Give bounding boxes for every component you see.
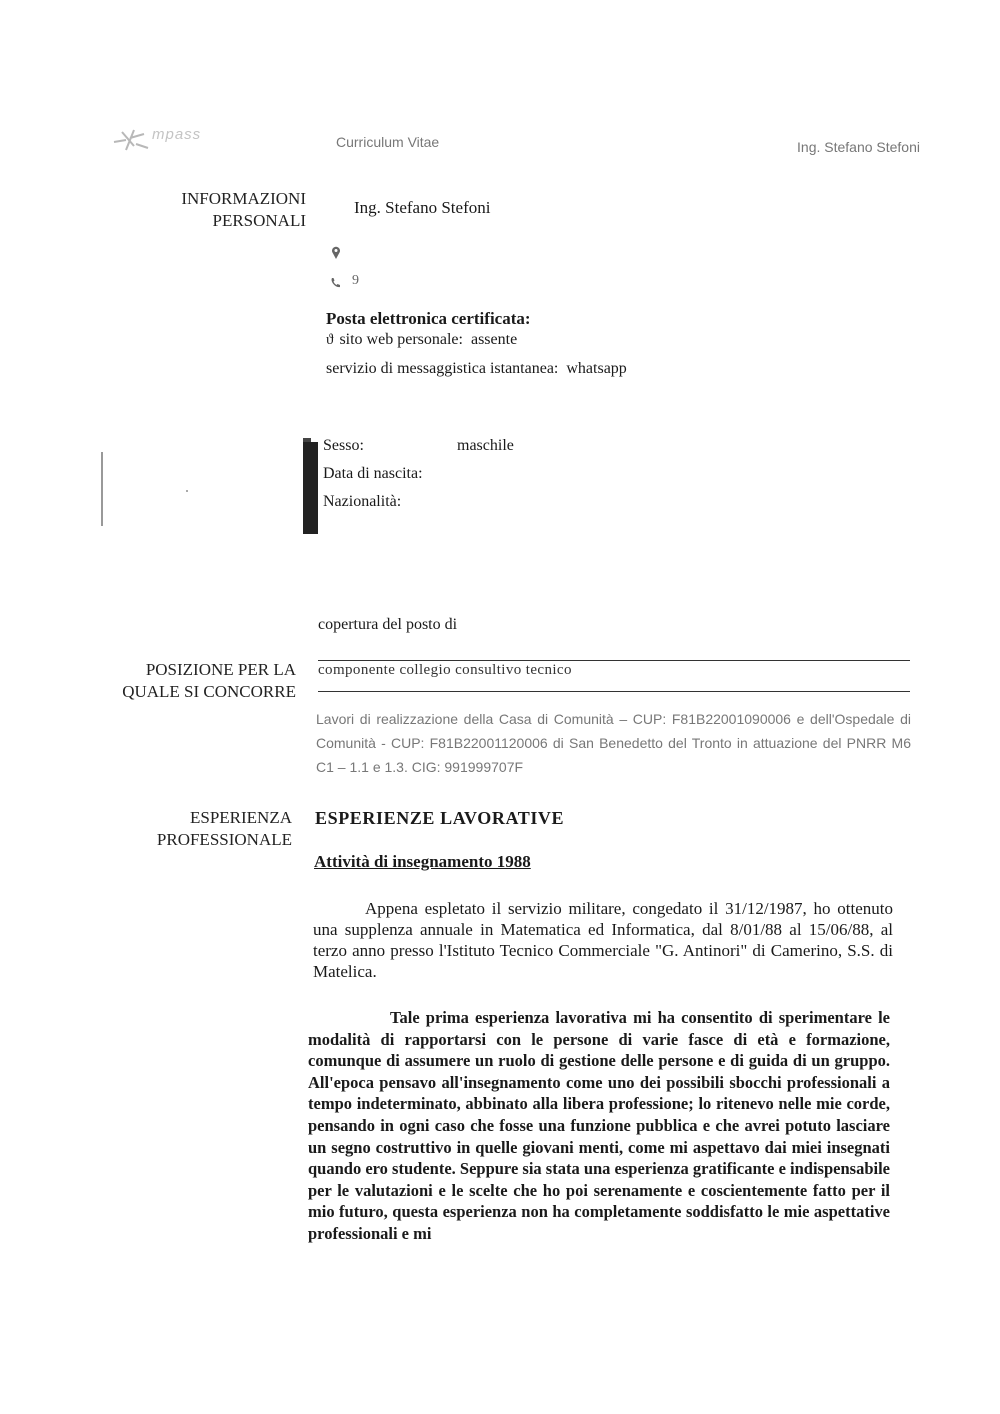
star-icon (112, 124, 152, 154)
mobile-number: 9 (352, 273, 359, 288)
messaging-value: whatsapp (566, 360, 627, 377)
website-value: assente (470, 331, 518, 348)
scan-margin-line (101, 452, 103, 526)
sex-label: Sesso: (323, 437, 364, 454)
redaction-bar (303, 442, 318, 534)
experience-subtitle: Attività di insegnamento 1988 (314, 852, 531, 871)
person-name: Ing. Stefano Stefoni (354, 198, 491, 217)
messaging-row (326, 360, 627, 378)
position-description: Lavori di realizzazione della Casa di Comunità – CUP: F81B22001090006 e dell'Ospedale di Comunità - CUP: F81B22001120006 di San Benedetto del Tronto in attuazione del PNRR M6 C1 – 1.1 e 1.3. CIG: 991999707F (316, 711, 911, 775)
messaging-label: servizio di messaggistica istantanea: (326, 360, 559, 377)
experience-paragraph-2: Tale prima esperienza lavorativa mi ha consentito di sperimentare le modalità di rapportarsi con le persone di varie fasce di età e formazione, comunque di assumere un ruolo di gestione delle persone e di guida di un gruppo. All'epoca pensavo all'insegnamento come uno dei possibili sbocchi professionali a tempo indeterminato, abbinato alla libera professione; lo ritenevo nelle mie corde, pensando in ogni caso che fosse una funzione pubblica e che avrei potuto lasciare un segno costruttivo in quelle giovani menti, come mi aspettavo dai miei insegnati quando ero studente. Seppure sia stata una esperienza gratificante e indispensabile per le valutazioni e le scelte che ho poi serenamente e coscientemente fatto per il mio futuro, questa esperienza non ha completamente soddisfatto le mie aspettative professionali e mi (308, 1008, 890, 1243)
nationality-label: Nazionalità: (323, 493, 402, 510)
position-rule-bottom (318, 691, 910, 692)
pec-label: Posta elettronica certificata: (326, 309, 531, 328)
website-icon: ϑ (326, 332, 334, 348)
sex-value: maschile (457, 437, 514, 454)
section-personal-label: INFORMAZIONI PERSONALI (181, 189, 306, 230)
section-position-label: POSIZIONE PER LA QUALE SI CONCORRE (122, 660, 296, 701)
experience-title: ESPERIENZE LAVORATIVE (315, 808, 565, 828)
header-author: Ing. Stefano Stefoni (797, 139, 920, 155)
position-role: componente collegio consultivo tecnico (318, 662, 572, 678)
position-intro: copertura del posto di (318, 616, 458, 633)
location-icon (331, 246, 341, 265)
website-row (326, 331, 517, 349)
phone-icon (330, 276, 342, 294)
logo-text: mpass (152, 126, 202, 143)
scan-speck (186, 490, 188, 492)
europass-logo (112, 124, 242, 154)
doc-title: Curriculum Vitae (336, 134, 440, 150)
experience-paragraph-1: Appena espletato il servizio militare, congedato il 31/12/1987, ho ottenuto una supplenza annuale in Matematica ed Informatica, dal 8/01/88 al 15/06/88, al terzo anno presso l'Istituto Tecnico Commerciale "G. Antinori" di Camerino, S.S. di Matelica. (313, 899, 893, 981)
birth-date-label: Data di nascita: (323, 465, 423, 482)
section-experience-label: ESPERIENZA PROFESSIONALE (156, 808, 292, 849)
position-rule-top (318, 660, 910, 661)
website-label: sito web personale: (339, 331, 463, 348)
